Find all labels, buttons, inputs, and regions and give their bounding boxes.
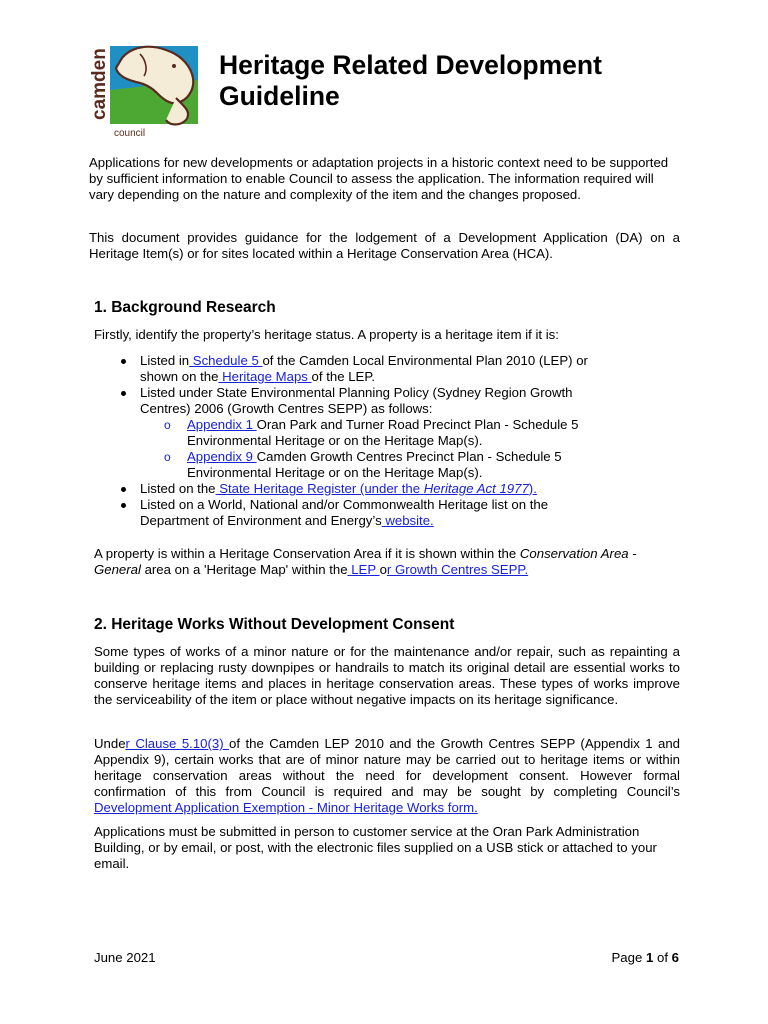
intro-paragraph-1: Applications for new developments or adaptation projects in a historic context need to be supported by sufficient information to enable Council to assess the application. The information required will vary depending on the nature and complexity of the item and the changes proposed.: [89, 155, 669, 202]
growth-centres-sepp-link[interactable]: r Growth Centres SEPP.: [386, 562, 529, 577]
footer-page-number: Page 1 of 6: [611, 950, 679, 965]
website-link[interactable]: website.: [381, 513, 434, 528]
title-line-2: Guideline: [219, 81, 340, 111]
state-heritage-register-link[interactable]: State Heritage Register (under the Heritage Act 1977).: [215, 481, 537, 496]
appendix-9-link[interactable]: Appendix 9: [187, 449, 257, 464]
section-2-paragraph-3: Applications must be submitted in person to customer service at the Oran Park Administration Building, or by email, or post, with the electronic files supplied on a USB stick or attached to your email.: [94, 824, 657, 871]
intro-paragraph-2: This document provides guidance for the lodgement of a Development Application (DA) on a Heritage Item(s) or for sites located within a Heritage Conservation Area (HCA).: [89, 230, 680, 261]
list-item: Listed on the State Heritage Register (under the Heritage Act 1977).: [94, 481, 614, 497]
logo-sub: council: [114, 128, 146, 139]
section-1-heading: 1. Background Research: [94, 299, 276, 316]
lep-link[interactable]: LEP: [347, 562, 380, 577]
circle-bullet-icon: o: [164, 418, 171, 432]
heritage-status-list: [94, 353, 614, 529]
sepp-sublist: [140, 417, 614, 481]
footer-date: June 2021: [94, 950, 156, 965]
page-title: [219, 50, 689, 112]
list-item: Listed under State Environmental Planning Policy (Sydney Region Growth Centres) 2006 (Growth Centres SEPP) as follows: o Appendix 1 Oran Park and Turner Road Precinct Plan - Schedule 5 Environmental Heritage or on the Heritage Map(s). o Appendix 9 Camden Growth Centres Precinct Plan - Schedule 5 Environmental Heritage or on the Heritage Map(s).: [94, 385, 614, 481]
section-2-paragraph-2: Under Clause 5.10(3) of the Camden LEP 2010 and the Growth Centres SEPP (Appendix 1 and Appendix 9), certain works that are of minor nature may be carried out to heritage items or within heritage conservation areas without the need for development consent. However formal confirmation of this from Council is required and may be sought by completing Council’s Development Application Exemption - Minor Heritage Works form.: [94, 736, 680, 815]
circle-bullet-icon: o: [164, 450, 171, 464]
logo-word: camden: [89, 48, 110, 120]
appendix-1-link[interactable]: Appendix 1: [187, 417, 257, 432]
clause-5-10-link[interactable]: r Clause 5.10(3): [125, 736, 230, 751]
schedule-5-link[interactable]: Schedule 5: [189, 353, 263, 368]
hca-paragraph: A property is within a Heritage Conservation Area if it is shown within the Conservation Area - General area on a 'Heritage Map' within the LEP or Growth Centres SEPP.: [94, 546, 637, 577]
title-line-1: Heritage Related Development: [219, 50, 602, 80]
list-item: Listed on a World, National and/or Commonwealth Heritage list on the Department of Environment and Energy’s website.: [94, 497, 614, 529]
list-item: Listed in Schedule 5 of the Camden Local Environmental Plan 2010 (LEP) or shown on the Heritage Maps of the LEP.: [94, 353, 614, 385]
sublist-item: o Appendix 1 Oran Park and Turner Road Precinct Plan - Schedule 5 Environmental Heritage or on the Heritage Map(s).: [164, 417, 579, 448]
section-2-heading: 2. Heritage Works Without Development Consent: [94, 616, 455, 633]
exemption-form-link[interactable]: Development Application Exemption - Minor Heritage Works form.: [94, 800, 478, 815]
section-1-lead: Firstly, identify the property’s heritage status. A property is a heritage item if it is:: [94, 327, 559, 342]
section-2-paragraph-1: Some types of works of a minor nature or for the maintenance and/or repair, such as repainting a building or replacing rusty downpipes or handrails to match its original detail are essential works to conserve heritage items and places in heritage conservation areas. These types of works improve the serviceability of the item or place without negative impacts on its heritage significance.: [94, 644, 680, 707]
sublist-item: o Appendix 9 Camden Growth Centres Precinct Plan - Schedule 5 Environmental Heritage or on the Heritage Map(s).: [164, 449, 562, 480]
camden-council-logo: [88, 40, 202, 140]
heritage-maps-link[interactable]: Heritage Maps: [218, 369, 312, 384]
